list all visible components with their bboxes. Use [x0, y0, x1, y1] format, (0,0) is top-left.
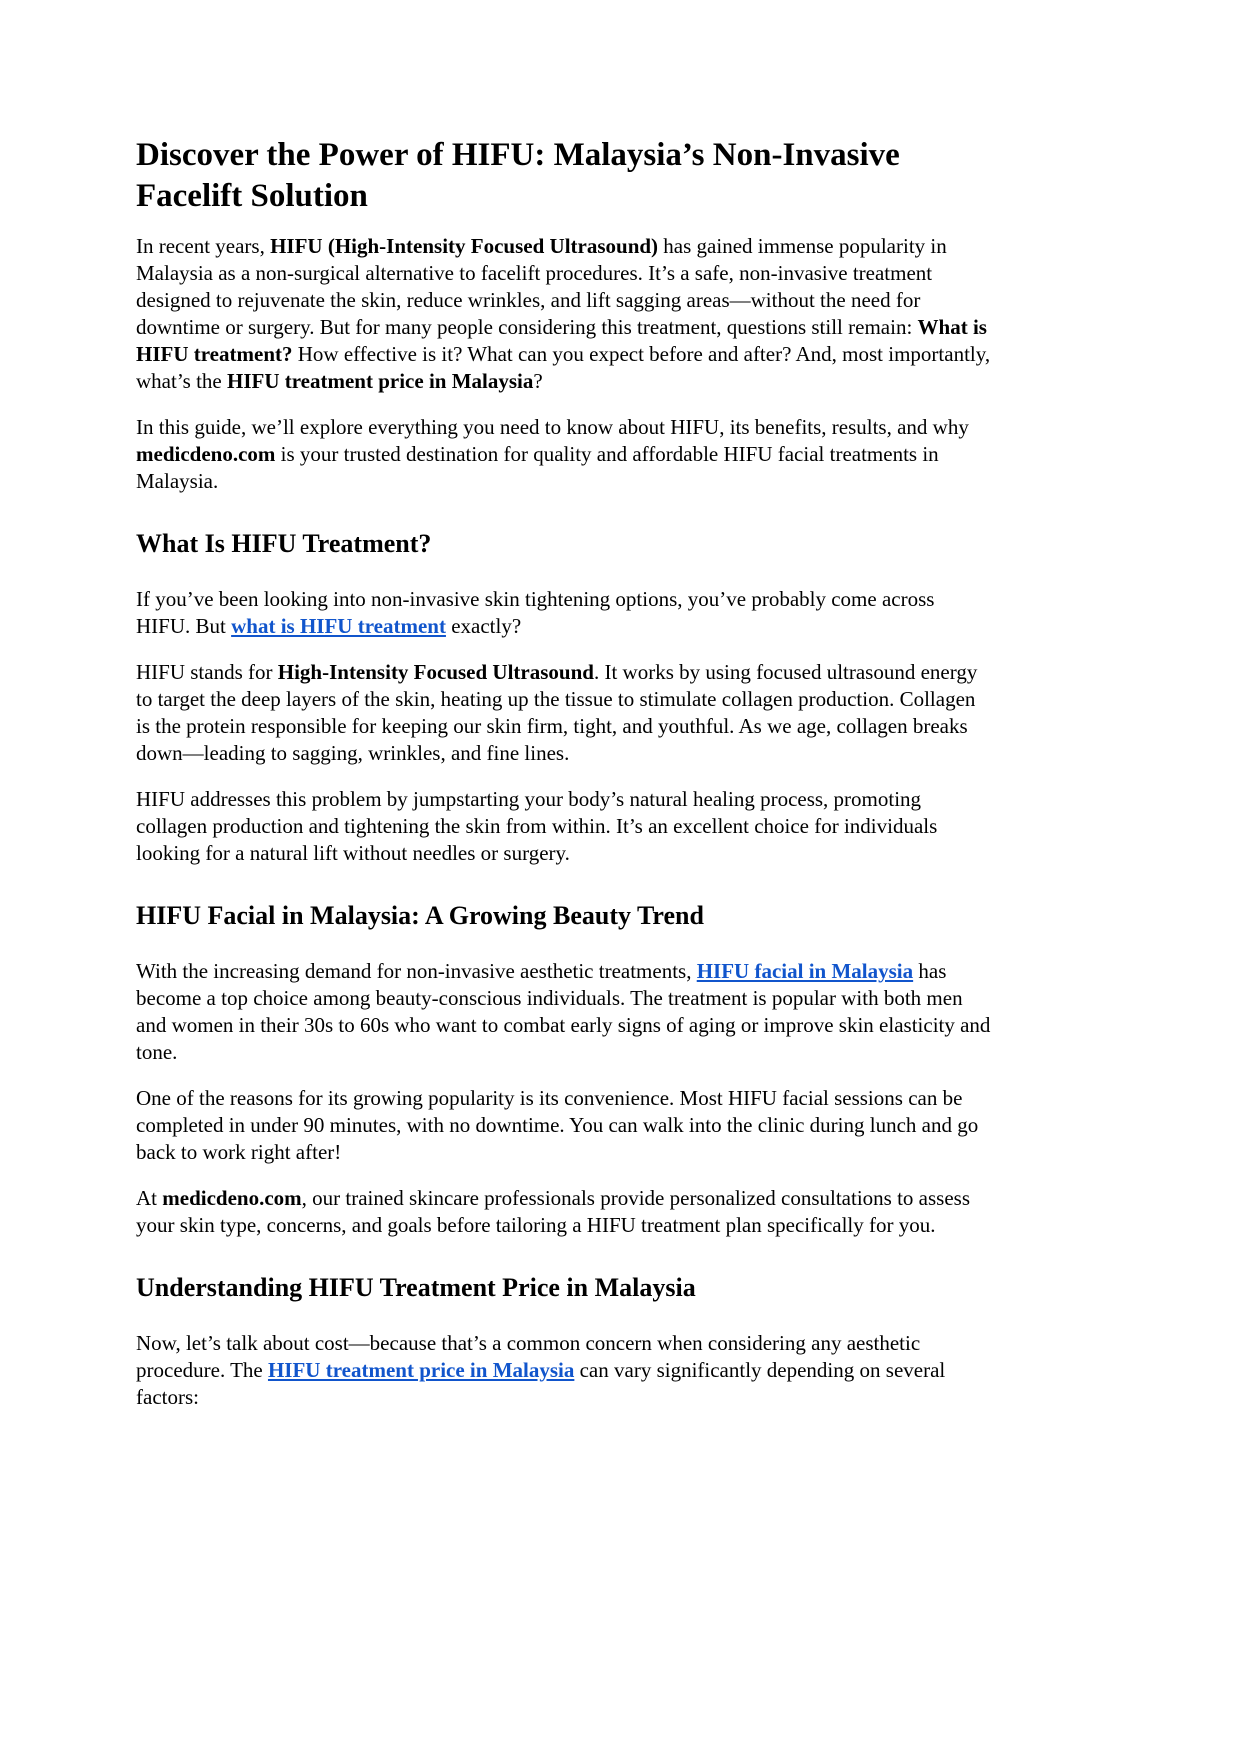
text-run: How effective is it? What can you expect before and after? And, most importantly, what’s the [136, 342, 991, 393]
bold-text: HIFU (High-Intensity Focused Ultrasound) [270, 234, 659, 258]
paragraph [136, 1085, 991, 1166]
paragraph [136, 786, 991, 867]
inline-link[interactable]: what is HIFU treatment [231, 614, 446, 638]
text-run: At [136, 1186, 163, 1210]
text-run: In recent years, [136, 234, 271, 258]
text-run: can vary significantly depending on several factors: [136, 1358, 946, 1409]
text-run: exactly? [445, 614, 522, 638]
paragraph [136, 233, 991, 395]
paragraph [136, 586, 991, 640]
bold-text: medicdeno.com [136, 442, 276, 466]
paragraph [136, 414, 991, 495]
page-title: Discover the Power of HIFU: Malaysia’s Non-Invasive Facelift Solution [136, 137, 900, 214]
text-run: is your trusted destination for quality and affordable HIFU facial treatments in Malaysia. [136, 442, 939, 493]
paragraph [136, 958, 991, 1066]
bold-text: medicdeno.com [162, 1186, 302, 1210]
text-run: ? [533, 369, 543, 393]
text-run: has gained immense popularity in Malaysia as a non-surgical alternative to facelift procedures. It’s a safe, non-invasive treatment designed to rejuvenate the skin, reduce wrinkles, and lift sagging areas—without the need for downtime or surgery. But for many people considering this treatment, questions still remain: [136, 234, 947, 339]
text-run: In this guide, we’ll explore everything you need to know about HIFU, its benefits, results, and why [136, 415, 969, 439]
section-heading: HIFU Facial in Malaysia: A Growing Beauty Trend [136, 901, 704, 930]
paragraph [136, 1330, 991, 1411]
bold-text: High-Intensity Focused Ultrasound [277, 660, 594, 684]
text-run: If you’ve been looking into non-invasive skin tightening options, you’ve probably come across HIFU. But [136, 587, 935, 638]
text-run: One of the reasons for its growing popularity is its convenience. Most HIFU facial sessions can be completed in under 90 minutes, with no downtime. You can walk into the clinic during lunch and go back to work right after! [136, 1086, 979, 1164]
paragraph [136, 659, 991, 767]
inline-link[interactable]: HIFU treatment price in Malaysia [267, 1358, 575, 1382]
document-body [136, 135, 991, 1411]
text-run: . It works by using focused ultrasound energy to target the deep layers of the skin, heating up the tissue to stimulate collagen production. Collagen is the protein responsible for keeping our skin firm, tight, and youthful. As we age, collagen breaks down—leading to sagging, wrinkles, and fine lines. [136, 660, 978, 765]
inline-link[interactable]: HIFU facial in Malaysia [696, 959, 914, 983]
text-run: HIFU addresses this problem by jumpstarting your body’s natural healing process, promoting collagen production and tightening the skin from within. It’s an excellent choice for individuals looking for a natural lift without needles or surgery. [136, 787, 938, 865]
section-heading: Understanding HIFU Treatment Price in Malaysia [136, 1273, 696, 1302]
bold-text: HIFU treatment price in Malaysia [226, 369, 534, 393]
section-heading: What Is HIFU Treatment? [136, 529, 432, 558]
text-run: , our trained skincare professionals provide personalized consultations to assess your skin type, concerns, and goals before tailoring a HIFU treatment plan specifically for you. [136, 1186, 970, 1237]
text-run: With the increasing demand for non-invasive aesthetic treatments, [136, 959, 697, 983]
text-run: has become a top choice among beauty-conscious individuals. The treatment is popular with both men and women in their 30s to 60s who want to combat early signs of aging or improve skin elasticity and tone. [136, 959, 991, 1064]
bold-text: What is HIFU treatment? [136, 315, 987, 366]
paragraph [136, 1185, 991, 1239]
text-run: Now, let’s talk about cost—because that’s a common concern when considering any aesthetic procedure. The [136, 1331, 921, 1382]
text-run: HIFU stands for [136, 660, 278, 684]
